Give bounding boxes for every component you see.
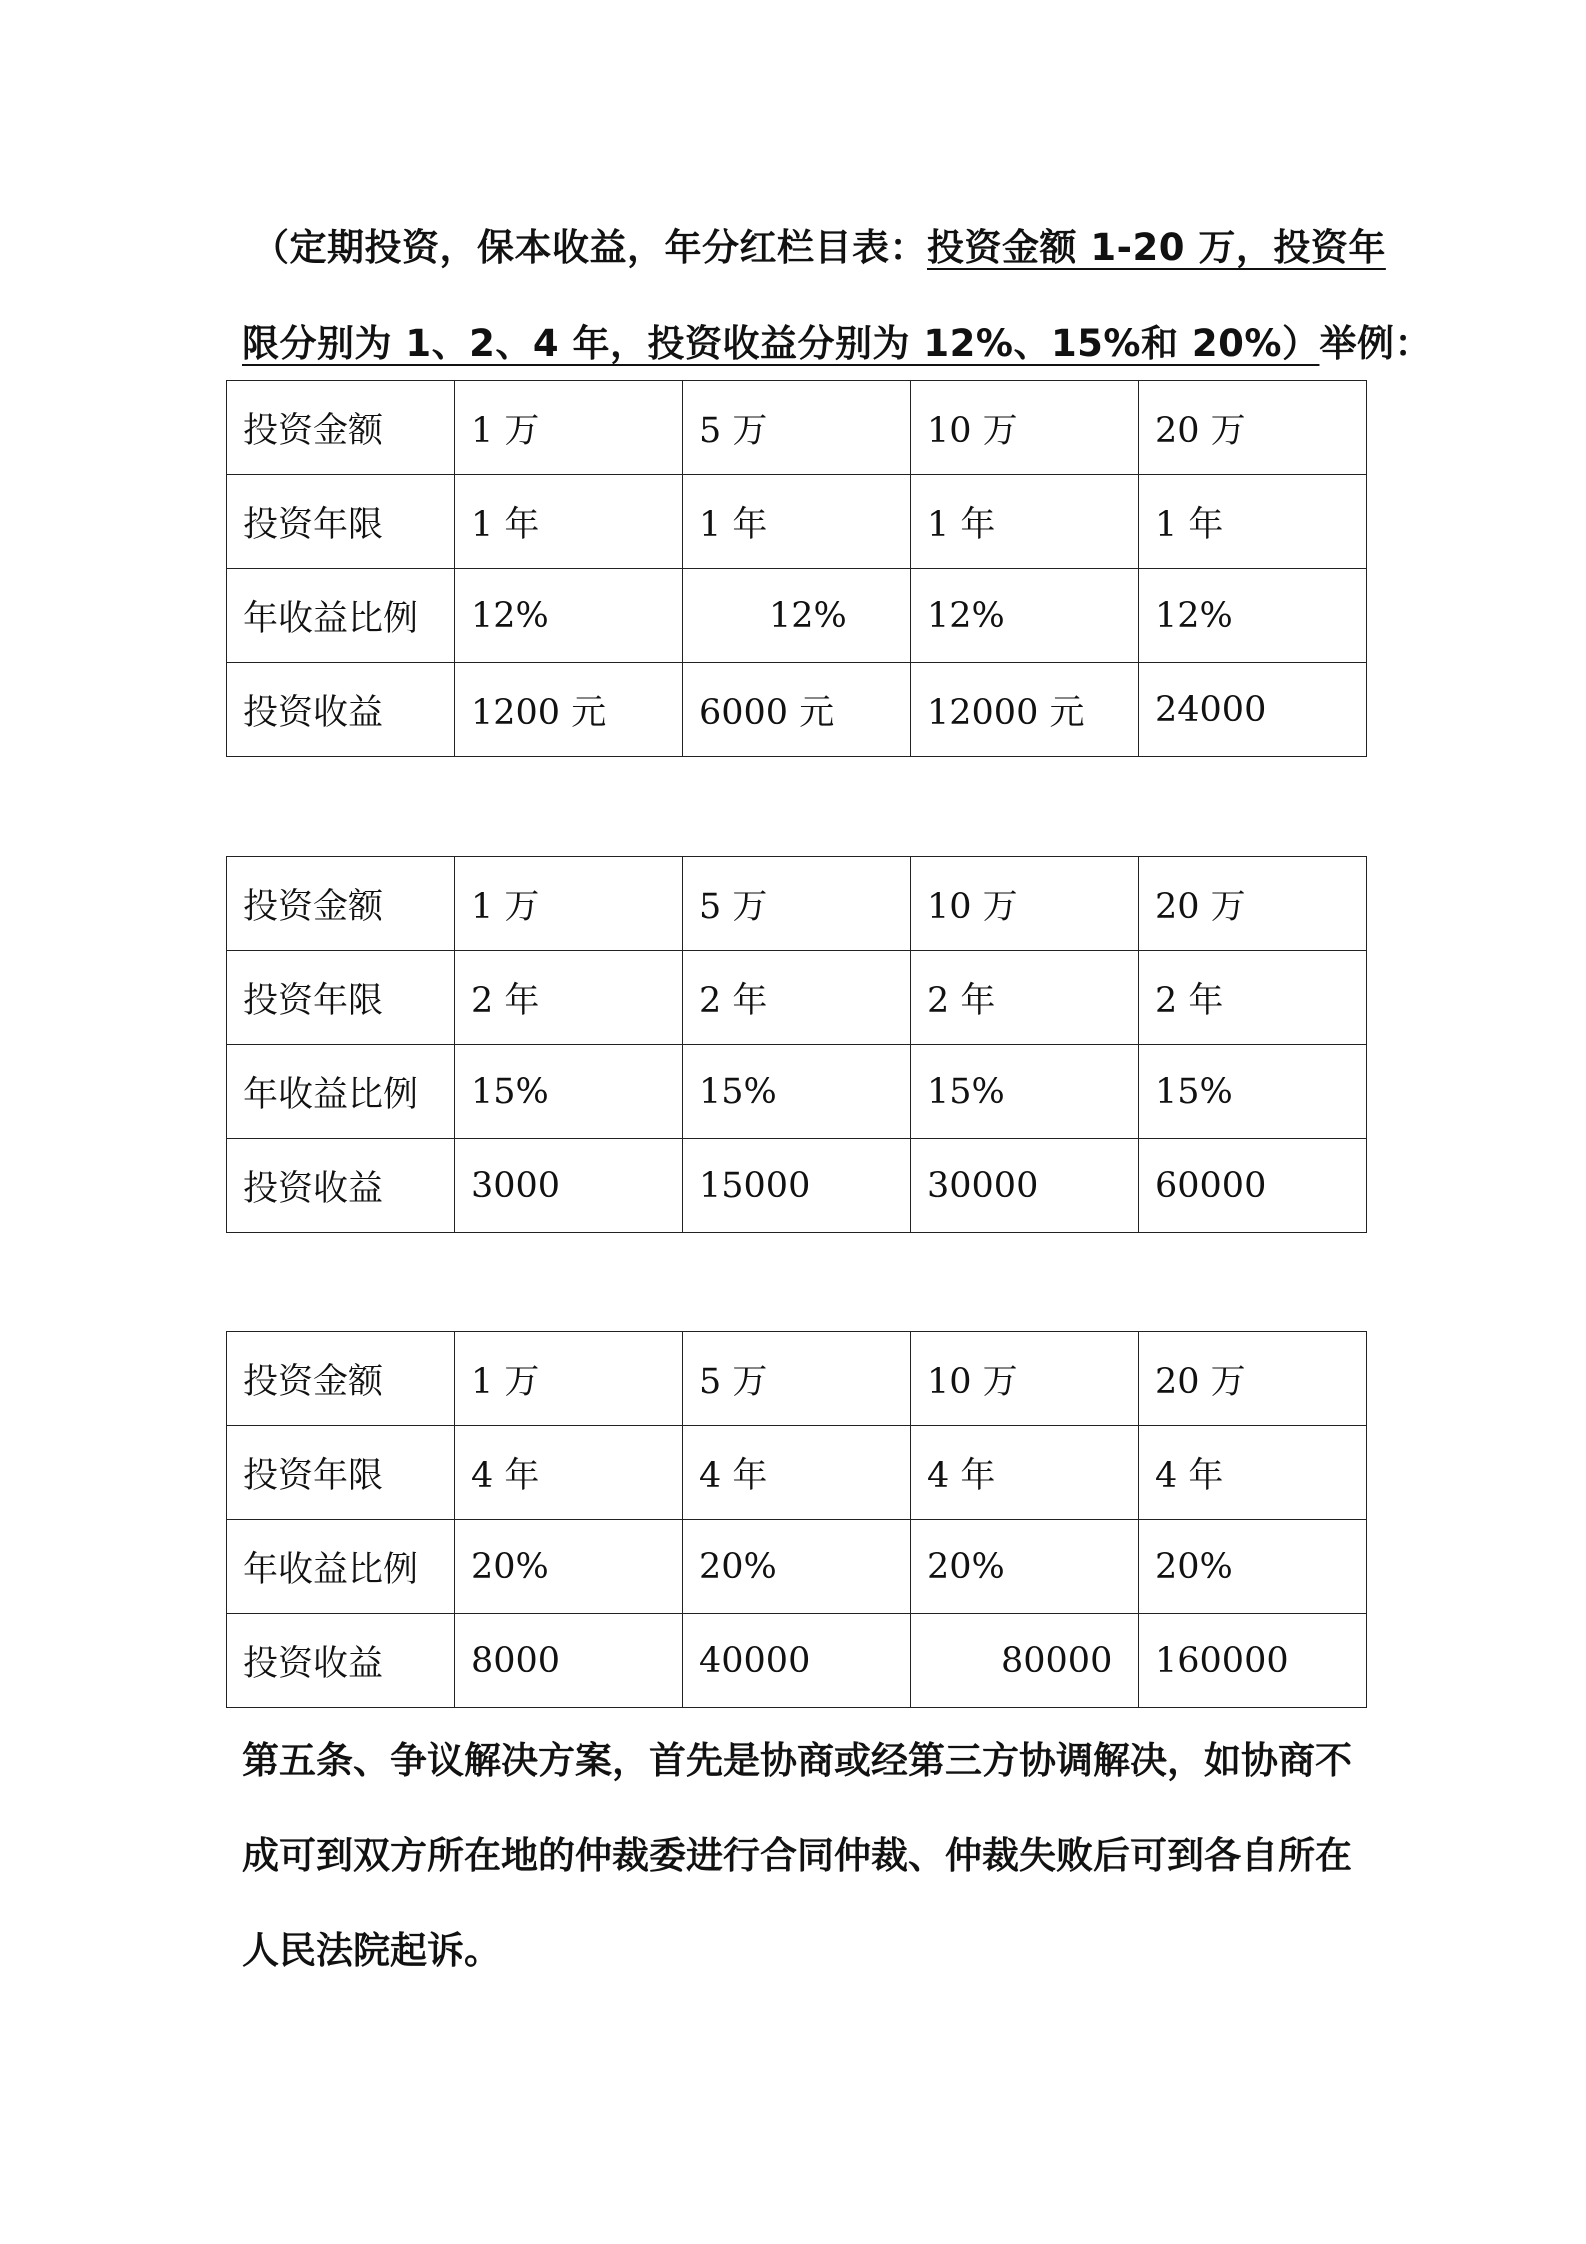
table-cell: 2 年 (911, 951, 1139, 1045)
table-cell: 15% (683, 1045, 911, 1139)
table-cell: 20 万 (1139, 1332, 1367, 1426)
row-label: 投资金额 (227, 1332, 455, 1426)
table-cell: 15000 (683, 1139, 911, 1233)
intro-line-2-underlined: 限分别为 1、2、4 年，投资收益分别为 12%、15%和 20%） (242, 322, 1320, 365)
table-row (227, 663, 1367, 757)
table-row (227, 1614, 1367, 1708)
table-cell: 2 年 (1139, 951, 1367, 1045)
row-label: 年收益比例 (227, 569, 455, 663)
table-cell: 12% (683, 569, 911, 663)
table-row (227, 569, 1367, 663)
table-cell: 12000 元 (911, 663, 1139, 757)
closing-line-2: 成可到双方所在地的仲裁委进行合同仲裁、仲裁失败后可到各自所在 (242, 1834, 1352, 1877)
table-cell: 1 万 (455, 1332, 683, 1426)
intro-line-1-plain: （定期投资，保本收益，年分红栏目表： (252, 226, 927, 269)
table-row (227, 1332, 1367, 1426)
table-cell: 15% (911, 1045, 1139, 1139)
intro-line-1 (242, 200, 1386, 296)
intro-line-1-underlined: 投资金额 1-20 万，投资年 (927, 226, 1386, 269)
dispute-resolution-paragraph (242, 1713, 1382, 1998)
table-cell: 1 年 (683, 475, 911, 569)
row-label: 年收益比例 (227, 1520, 455, 1614)
investment-table-4-year (226, 1331, 1367, 1708)
row-label: 年收益比例 (227, 1045, 455, 1139)
table-cell: 4 年 (683, 1426, 911, 1520)
table-cell: 20 万 (1139, 857, 1367, 951)
table-cell: 5 万 (683, 857, 911, 951)
row-label: 投资年限 (227, 951, 455, 1045)
table-cell: 24000 (1139, 663, 1367, 757)
row-label: 投资金额 (227, 381, 455, 475)
table-cell: 160000 (1139, 1614, 1367, 1708)
table-cell: 10 万 (911, 381, 1139, 475)
table-cell: 4 年 (1139, 1426, 1367, 1520)
table-cell: 30000 (911, 1139, 1139, 1233)
row-label: 投资收益 (227, 1614, 455, 1708)
table-cell: 60000 (1139, 1139, 1367, 1233)
table-row (227, 1045, 1367, 1139)
table-cell: 12% (911, 569, 1139, 663)
table-cell: 12% (1139, 569, 1367, 663)
table-cell: 2 年 (455, 951, 683, 1045)
table-cell: 80000 (911, 1614, 1139, 1708)
table-cell: 20% (683, 1520, 911, 1614)
intro-line-2 (242, 296, 1432, 392)
investment-table-1-year (226, 380, 1367, 757)
closing-line-1: 第五条、争议解决方案，首先是协商或经第三方协调解决，如协商不 (242, 1739, 1352, 1782)
table-cell: 15% (455, 1045, 683, 1139)
table-row (227, 1520, 1367, 1614)
row-label: 投资年限 (227, 475, 455, 569)
intro-line-2-plain: 举例： (1319, 322, 1432, 365)
row-label: 投资收益 (227, 1139, 455, 1233)
table-cell: 3000 (455, 1139, 683, 1233)
table-cell: 2 年 (683, 951, 911, 1045)
closing-line-3: 人民法院起诉。 (242, 1929, 501, 1972)
table-cell: 1200 元 (455, 663, 683, 757)
table-cell: 40000 (683, 1614, 911, 1708)
table-cell: 1 年 (455, 475, 683, 569)
table-row (227, 1139, 1367, 1233)
table-cell: 4 年 (911, 1426, 1139, 1520)
row-label: 投资年限 (227, 1426, 455, 1520)
investment-table-2-year (226, 856, 1367, 1233)
table-cell: 8000 (455, 1614, 683, 1708)
table-row (227, 857, 1367, 951)
table-cell: 10 万 (911, 857, 1139, 951)
table-cell: 6000 元 (683, 663, 911, 757)
table-cell: 20% (911, 1520, 1139, 1614)
table-row (227, 475, 1367, 569)
table-cell: 1 万 (455, 857, 683, 951)
table-cell: 5 万 (683, 1332, 911, 1426)
table-cell: 12% (455, 569, 683, 663)
table-cell: 20 万 (1139, 381, 1367, 475)
table-cell: 15% (1139, 1045, 1367, 1139)
intro-paragraph (242, 200, 1432, 392)
table-cell: 4 年 (455, 1426, 683, 1520)
table-row (227, 1426, 1367, 1520)
table-cell: 1 万 (455, 381, 683, 475)
row-label: 投资金额 (227, 857, 455, 951)
row-label: 投资收益 (227, 663, 455, 757)
table-cell: 20% (455, 1520, 683, 1614)
table-cell: 1 年 (1139, 475, 1367, 569)
table-cell: 5 万 (683, 381, 911, 475)
table-row (227, 951, 1367, 1045)
table-cell: 20% (1139, 1520, 1367, 1614)
table-row (227, 381, 1367, 475)
table-cell: 1 年 (911, 475, 1139, 569)
table-cell: 10 万 (911, 1332, 1139, 1426)
